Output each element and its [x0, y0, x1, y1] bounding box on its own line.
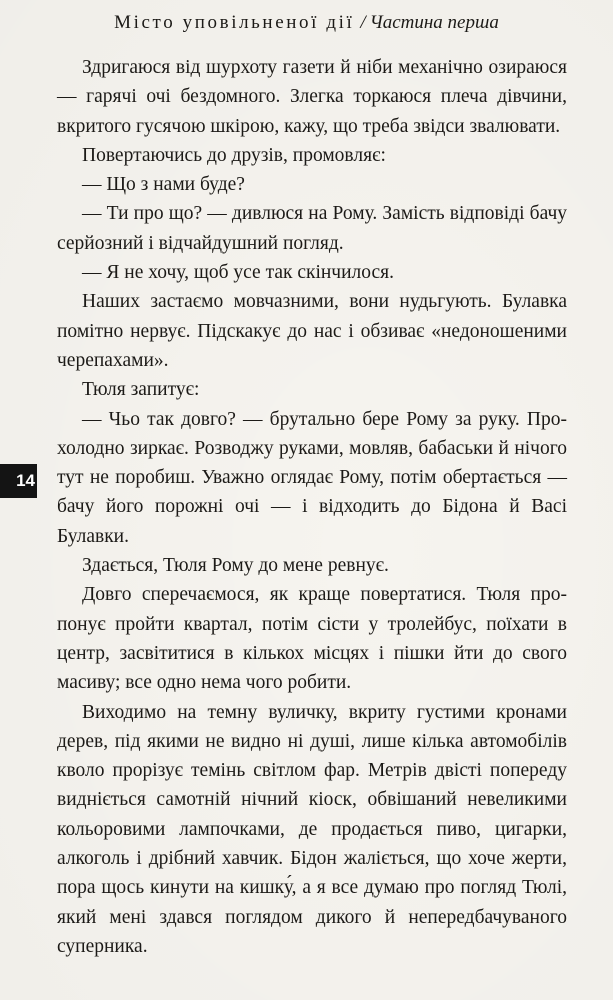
page-number-tab: 14 [0, 464, 37, 498]
paragraph: Повертаючись до друзів, промовляє: [82, 144, 386, 166]
paragraph: Здригаюся від шурхоту газети й ніби механічно озираюся — гарячі очі бездомного. Злегка торкаюся плеча дівчини, вкритого гусячою шкірою, кажу, що треба звідси звалювати. [57, 57, 567, 137]
paragraph: Виходимо на темну вуличку, вкриту густими кронами дерев, під якими не видно ні душі, лише кілька автомобілів кволо прорізує темінь світлом фар. Метрів двісті попереду видніється самотній нічний кіоск, обвішаний невеликими кольоровими лампочками, де продається пиво, цигарки, алкоголь і дрібний хавчик. Бідон жаліється, що хоче жерти, пора щось кинути на кишку́, а я все думаю про погляд Тюлі, який мені здався поглядом дикого й непередбачуваного суперника. [57, 701, 567, 957]
paragraph: — Чьо так довго? — брутально бере Рому за руку. Прохолодно зиркає. Розводжу руками, мовляв, бабаськи й нічого тут не поробиш. Уважно оглядає Рому, потім обертається — бачу його порожні очі — і відходить до Бідона й Васі Булавки. [57, 408, 567, 547]
paragraph: Здається, Тюля Рому до мене ревнує. [82, 555, 389, 577]
part-title: Частина перша [369, 12, 499, 33]
paragraph: Тюля запитує: [82, 379, 200, 401]
paragraph: — Я не хочу, щоб усе так скінчилося. [82, 262, 395, 284]
running-header [0, 10, 613, 36]
paragraph: Наших застаємо мовчазними, вони нудьгують. Булавка помітно нервує. Підскакує до нас і обзиває «недоношеними черепахами». [57, 291, 567, 371]
paragraph: Довго сперечаємося, як краще повертатися. Тюля пропонує пройти квартал, потім сісти у тролейбус, поїхати в центр, засвітитися в кількох місцях і пішки йти до свого масиву; все одно нема чого робити. [57, 584, 567, 694]
header-separator: / [360, 12, 366, 33]
book-title: Місто уповільненої дії [114, 12, 355, 33]
paragraph: — Що з нами буде? [82, 174, 245, 196]
body-text [57, 53, 567, 961]
paragraph: — Ти про що? — дивлюся на Рому. Замість відповіді бачу серйозний і відчайдушний погляд. [57, 203, 567, 254]
